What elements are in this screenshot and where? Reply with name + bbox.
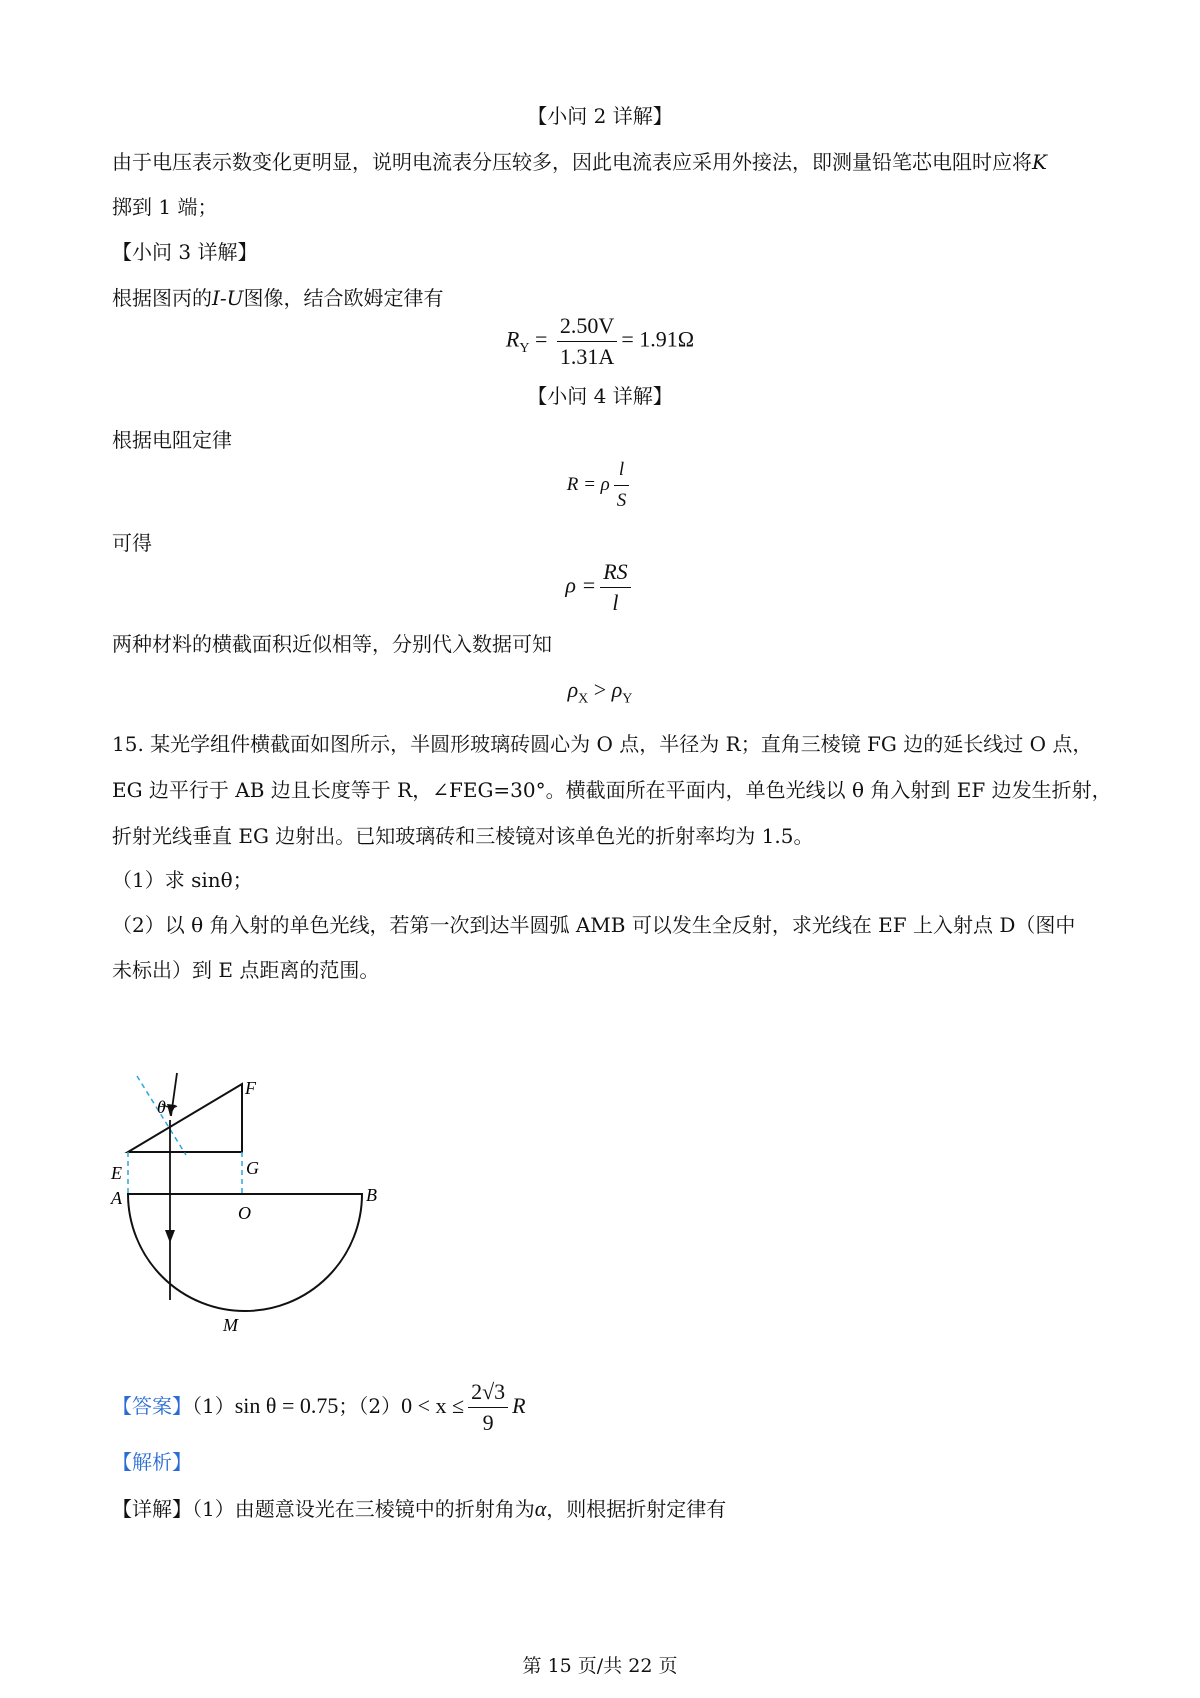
section4-text1: 根据电阻定律 (112, 428, 232, 452)
section4-text3: 两种材料的横截面积近似相等，分别代入数据可知 (112, 632, 552, 656)
q15-part2b: 未标出）到 E 点距离的范围。 (112, 958, 380, 982)
answer-line: 【答案】（1）sin θ = 0.75；（2）0 < x ≤ $\frac{2√3}{9}$ R (112, 1379, 526, 1435)
label-a: A (111, 1188, 122, 1208)
resistivity-equation: ρ = $\frac{RS}{l}$ (0, 560, 1200, 615)
section2-line2: 掷到 1 端； (112, 195, 218, 219)
q15-part1: （1）求 sinθ； (112, 868, 253, 892)
resistance-law-equation: R = ρ $\frac{l}{S}$ (0, 458, 1200, 513)
label-o: O (238, 1203, 251, 1223)
label-m: M (223, 1315, 238, 1335)
optics-figure (100, 1068, 380, 1338)
resistivity-comparison: $\rho_X > \rho_Y$ (567, 677, 633, 707)
label-g: G (246, 1158, 259, 1178)
label-theta: θ (157, 1097, 166, 1117)
ohm-equation: $R_Y$ = $\frac{2.50V}{1.31A}$ = 1.91Ω (505, 313, 695, 369)
section3-text: 根据图丙的I-U图像，结合欧姆定律有 (112, 286, 444, 310)
q15-line3: 折射光线垂直 EG 边射出。已知玻璃砖和三棱镜对该单色光的折射率均为 1.5。 (112, 824, 814, 848)
page-footer: 第 15 页/共 22 页 (522, 1655, 678, 1677)
label-f: F (245, 1078, 256, 1098)
detail-line: 【详解】（1）由题意设光在三棱镜中的折射角为α，则根据折射定律有 (112, 1496, 727, 1521)
section4-heading: 【小问 4 详解】 (527, 384, 673, 408)
analysis-tag: 【解析】 (112, 1450, 192, 1474)
section4-text2: 可得 (112, 531, 152, 555)
prism-triangle (128, 1084, 242, 1152)
section3-heading: 【小问 3 详解】 (112, 240, 258, 264)
q15-line2: EG 边平行于 AB 边且长度等于 R，∠FEG=30°。横截面所在平面内，单色光线以 θ 角入射到 EF 边发生折射， (112, 778, 1112, 802)
refracted-arrow (165, 1230, 175, 1243)
q15-line1: 15. 某光学组件横截面如图所示，半圆形玻璃砖圆心为 O 点，半径为 R；直角三棱镜 FG 边的延长线过 O 点， (112, 732, 1093, 756)
section2-line1: 由于电压表示数变化更明显，说明电流表分压较多，因此电流表应采用外接法，即测量铅笔芯电阻时应将K (112, 150, 1047, 174)
label-b: B (366, 1185, 377, 1205)
section2-heading: 【小问 2 详解】 (527, 104, 673, 128)
q15-part2a: （2）以 θ 角入射的单色光线，若第一次到达半圆弧 AMB 可以发生全反射，求光线在 EF 上入射点 D（图中 (112, 913, 1076, 937)
label-e: E (111, 1163, 122, 1183)
